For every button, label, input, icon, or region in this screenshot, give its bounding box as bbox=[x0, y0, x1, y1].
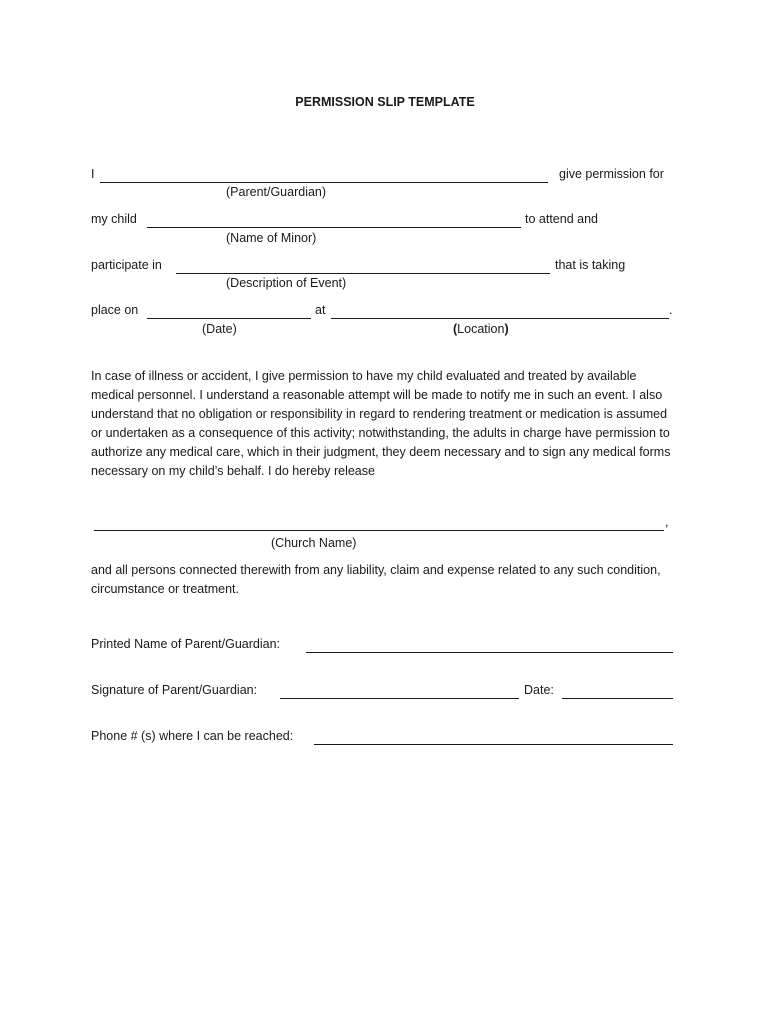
location-period: . bbox=[669, 303, 673, 317]
location-caption-open: ( bbox=[453, 322, 458, 336]
parent-prefix-text: I bbox=[91, 167, 95, 181]
phone-blank[interactable] bbox=[314, 744, 673, 745]
participate-in-text: participate in bbox=[91, 258, 162, 272]
at-text: at bbox=[315, 303, 326, 317]
signature-label: Signature of Parent/Guardian: bbox=[91, 683, 258, 697]
location-caption-text: Location bbox=[457, 322, 505, 336]
that-is-taking-text: that is taking bbox=[555, 258, 626, 272]
date-blank[interactable] bbox=[147, 318, 311, 319]
location-blank[interactable] bbox=[331, 318, 669, 319]
church-name-blank[interactable] bbox=[94, 530, 664, 531]
my-child-text: my child bbox=[91, 212, 137, 226]
phone-label: Phone # (s) where I can be reached: bbox=[91, 729, 294, 743]
date-caption: (Date) bbox=[202, 322, 237, 336]
minor-name-caption: (Name of Minor) bbox=[226, 231, 317, 245]
signature-date-blank[interactable] bbox=[562, 698, 673, 699]
date-label: Date: bbox=[524, 683, 554, 697]
signature-blank[interactable] bbox=[280, 698, 519, 699]
event-description-caption: (Description of Event) bbox=[226, 276, 347, 290]
church-comma: , bbox=[665, 515, 669, 529]
church-name-caption: (Church Name) bbox=[271, 536, 357, 550]
liability-paragraph: In case of illness or accident, I give permission to have my child evaluated and treated by available medical personnel. I understand a reasonable attempt will be made to notify me in such an event. I also understand that no obligation or responsibility in regard to rendering treatment or medication is assumed or undertaken as a consequence of this activity; notwithstanding, the adults in charge have permission to authorize any medical care, which in their judgment, they deem necessary and to sign any medical forms necessary on my child’s behalf. I do hereby release bbox=[91, 369, 671, 478]
document-title: PERMISSION SLIP TEMPLATE bbox=[295, 95, 475, 109]
printed-name-label: Printed Name of Parent/Guardian: bbox=[91, 637, 280, 651]
location-caption-close: ) bbox=[504, 322, 509, 336]
parent-guardian-caption: (Parent/Guardian) bbox=[226, 185, 327, 199]
location-caption bbox=[453, 322, 509, 336]
minor-name-blank[interactable] bbox=[147, 227, 521, 228]
parent-guardian-blank[interactable] bbox=[100, 182, 548, 183]
printed-name-blank[interactable] bbox=[306, 652, 673, 653]
give-permission-text: give permission for bbox=[559, 167, 664, 181]
release-paragraph: and all persons connected therewith from any liability, claim and expense related to any such condition, circumstance or treatment. bbox=[91, 563, 661, 596]
place-on-text: place on bbox=[91, 303, 139, 317]
to-attend-text: to attend and bbox=[525, 212, 598, 226]
event-description-blank[interactable] bbox=[176, 273, 550, 274]
